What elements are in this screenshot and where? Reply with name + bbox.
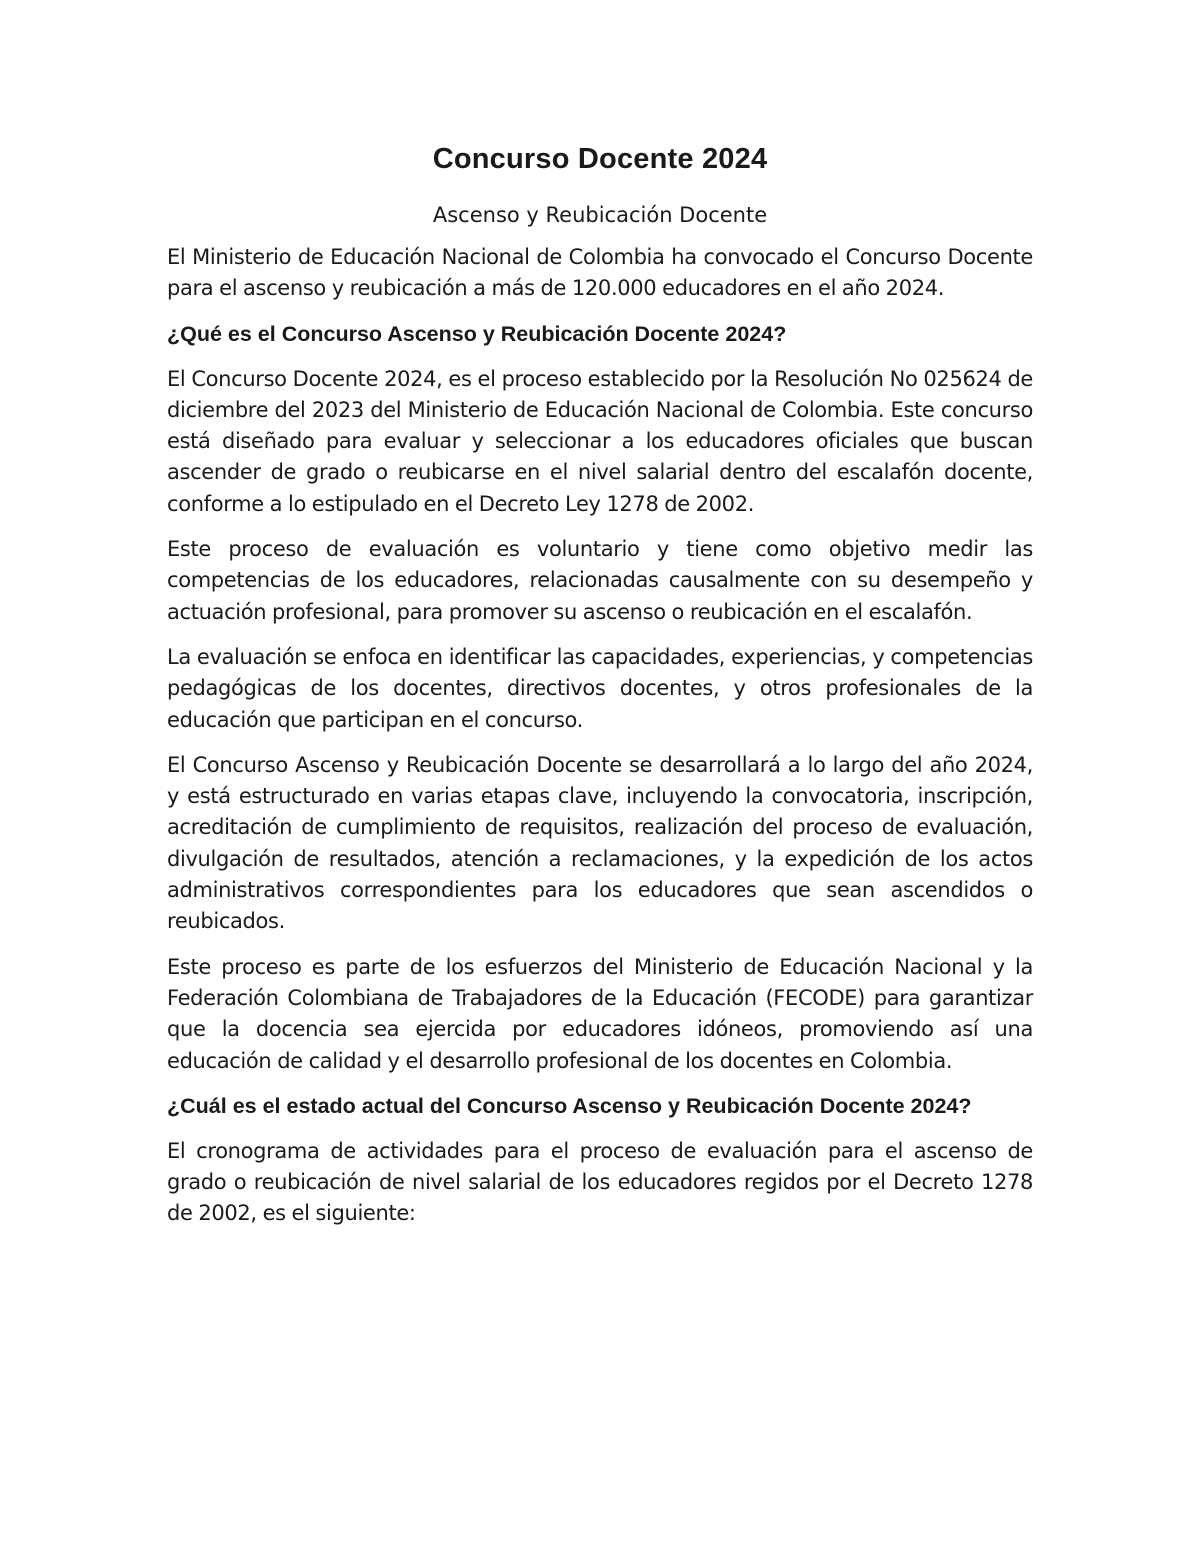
document-page: [167, 140, 1033, 1244]
paragraph: Este proceso es parte de los esfuerzos del Ministerio de Educación Nacional y la Federación Colombiana de Trabajadores de la Educación (FECODE) para garantizar que la docencia sea ejercida por educadores idóneos, promoviendo así una educación de calidad y el desarrollo profesional de los docentes en Colombia.: [167, 954, 1033, 1073]
document-subtitle: Ascenso y Reubicación Docente: [432, 203, 768, 227]
section-heading-what-is: ¿Qué es el Concurso Ascenso y Reubicación Docente 2024?: [167, 321, 787, 346]
paragraph: El Concurso Ascenso y Reubicación Docente se desarrollará a lo largo del año 2024, y está estructurado en varias etapas clave, incluyendo la convocatoria, inscripción, acreditación de cumplimiento de requisitos, realización del proceso de evaluación, divulgación de resultados, atención a reclamaciones, y la expedición de los actos administrativos correspondientes para los educadores que sean ascendidos o reubicados.: [167, 752, 1033, 934]
section-heading-current-status: ¿Cuál es el estado actual del Concurso Ascenso y Reubicación Docente 2024?: [167, 1093, 972, 1118]
paragraph: Este proceso de evaluación es voluntario y tiene como objetivo medir las competencias de los educadores, relacionadas causalmente con su desempeño y actuación profesional, para promover su ascenso o reubicación en el escalafón.: [167, 537, 1033, 624]
paragraph: La evaluación se enfoca en identificar las capacidades, experiencias, y competencias pedagógicas de los docentes, directivos docentes, y otros profesionales de la educación que participan en el concurso.: [167, 644, 1033, 732]
intro-paragraph: El Ministerio de Educación Nacional de Colombia ha convocado el Concurso Docente para el ascenso y reubicación a más de 120.000 educadores en el año 2024.: [167, 245, 1033, 301]
paragraph: El Concurso Docente 2024, es el proceso establecido por la Resolución No 025624 de diciembre del 2023 del Ministerio de Educación Nacional de Colombia. Este concurso está diseñado para evaluar y seleccionar a los educadores oficiales que buscan ascender de grado o reubicarse en el nivel salarial dentro del escalafón docente, conforme a lo estipulado en el Decreto Ley 1278 de 2002.: [167, 366, 1033, 516]
paragraph: El cronograma de actividades para el proceso de evaluación para el ascenso de grado o reubicación de nivel salarial de los educadores regidos por el Decreto 1278 de 2002, es el siguiente:: [167, 1138, 1033, 1226]
document-title: Concurso Docente 2024: [432, 143, 768, 175]
